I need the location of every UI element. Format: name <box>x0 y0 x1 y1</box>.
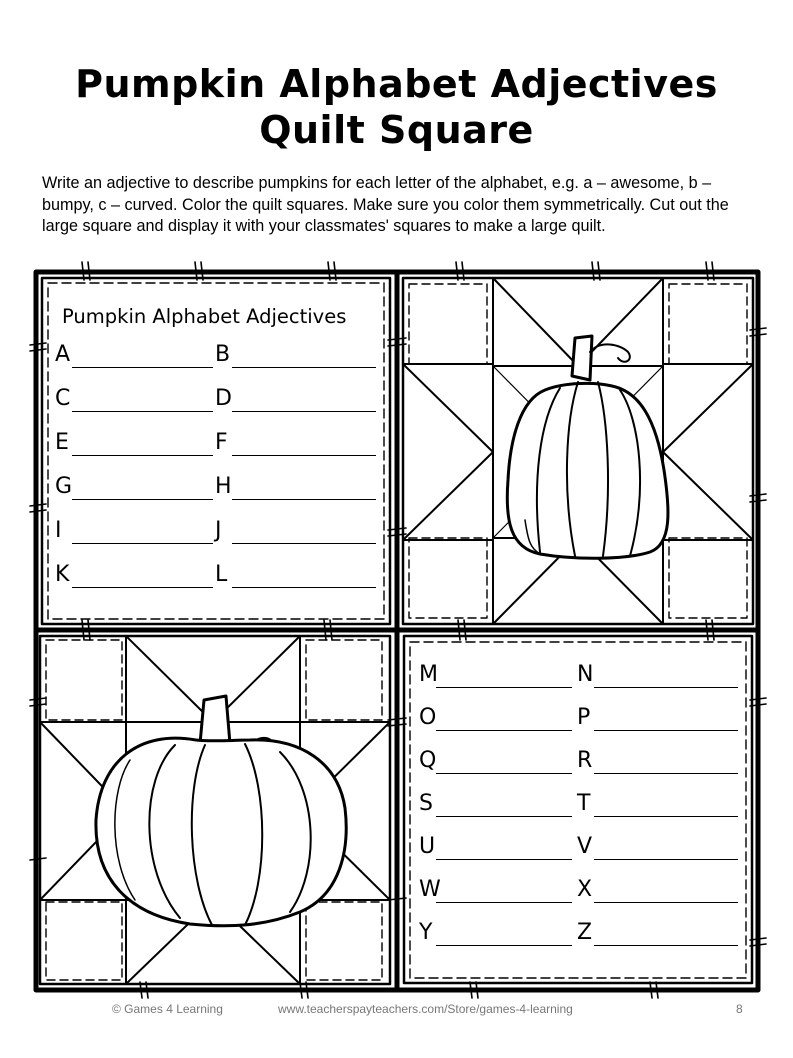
tall-pumpkin-illustration <box>507 336 668 558</box>
letter-label: K <box>55 562 70 587</box>
answer-line[interactable] <box>232 499 376 500</box>
letter-label: Y <box>419 920 433 945</box>
letter-label: O <box>419 705 437 730</box>
answer-line[interactable] <box>72 367 213 368</box>
answer-line[interactable] <box>594 687 738 688</box>
letter-blank-m[interactable] <box>419 664 572 692</box>
round-pumpkin-illustration <box>96 696 346 926</box>
letter-label: I <box>55 518 62 543</box>
letter-label: Z <box>577 920 593 945</box>
letter-blank-j[interactable] <box>215 520 376 548</box>
answer-line[interactable] <box>232 587 376 588</box>
letter-label: H <box>215 474 232 499</box>
answer-line[interactable] <box>232 455 376 456</box>
footer-url: www.teacherspayteachers.com/Store/games-4-learning <box>278 1002 573 1016</box>
answer-line[interactable] <box>72 543 213 544</box>
letter-blank-u[interactable] <box>419 836 572 864</box>
footer-page-number: 8 <box>736 1002 743 1016</box>
letter-blank-i[interactable] <box>55 520 213 548</box>
letter-label: L <box>215 562 228 587</box>
letter-label: M <box>419 662 438 687</box>
footer-copyright: © Games 4 Learning <box>112 1002 223 1016</box>
answer-line[interactable] <box>594 945 738 946</box>
letter-blank-t[interactable] <box>577 793 738 821</box>
letter-label: G <box>55 474 73 499</box>
letter-blank-e[interactable] <box>55 432 213 460</box>
answer-line[interactable] <box>594 859 738 860</box>
answer-line[interactable] <box>436 687 572 688</box>
letter-blank-w[interactable] <box>419 879 572 907</box>
letter-blank-d[interactable] <box>215 388 376 416</box>
answer-line[interactable] <box>72 499 213 500</box>
answer-line[interactable] <box>232 543 376 544</box>
letter-blank-n[interactable] <box>577 664 738 692</box>
worksheet-heading: Pumpkin Alphabet Adjectives <box>62 305 347 328</box>
letter-label: N <box>577 662 594 687</box>
letter-blank-l[interactable] <box>215 564 376 592</box>
letter-label: D <box>215 386 232 411</box>
letter-blank-s[interactable] <box>419 793 572 821</box>
letter-label: S <box>419 791 433 816</box>
letter-blank-y[interactable] <box>419 922 572 950</box>
answer-line[interactable] <box>594 816 738 817</box>
letter-blank-q[interactable] <box>419 750 572 778</box>
answer-line[interactable] <box>72 411 213 412</box>
letter-blank-v[interactable] <box>577 836 738 864</box>
letter-blank-f[interactable] <box>215 432 376 460</box>
letter-label: P <box>577 705 591 730</box>
letter-label: T <box>577 791 591 816</box>
letter-blank-a[interactable] <box>55 344 213 372</box>
letter-blank-k[interactable] <box>55 564 213 592</box>
answer-line[interactable] <box>232 411 376 412</box>
page-title: Pumpkin Alphabet Adjectives <box>75 62 718 106</box>
answer-line[interactable] <box>436 945 572 946</box>
letter-label: W <box>419 877 441 902</box>
letter-blank-h[interactable] <box>215 476 376 504</box>
answer-line[interactable] <box>72 455 213 456</box>
answer-line[interactable] <box>436 859 572 860</box>
answer-line[interactable] <box>436 773 572 774</box>
letter-label: A <box>55 342 71 367</box>
answer-line[interactable] <box>436 816 572 817</box>
letter-blank-r[interactable] <box>577 750 738 778</box>
letter-blank-b[interactable] <box>215 344 376 372</box>
letter-label: Q <box>419 748 437 773</box>
letter-label: B <box>215 342 231 367</box>
letter-blank-x[interactable] <box>577 879 738 907</box>
answer-line[interactable] <box>232 367 376 368</box>
instructions-text: Write an adjective to describe pumpkins for each letter of the alphabet, e.g. a – awesome, b – bumpy, c – curved. Color the quilt squares. Make sure you color them symmetrically. Cut out the large square and display it with your classmates' squares to make a large quilt. <box>42 174 729 235</box>
answer-line[interactable] <box>436 730 572 731</box>
letter-label: V <box>577 834 593 859</box>
letter-blank-o[interactable] <box>419 707 572 735</box>
answer-line[interactable] <box>594 902 738 903</box>
letter-label: U <box>419 834 436 859</box>
letter-label: E <box>55 430 69 455</box>
page-subtitle: Quilt Square <box>259 108 534 152</box>
letter-label: F <box>215 430 228 455</box>
letter-blank-c[interactable] <box>55 388 213 416</box>
answer-line[interactable] <box>436 902 572 903</box>
letter-label: X <box>577 877 593 902</box>
letter-label: R <box>577 748 593 773</box>
letter-label: C <box>55 386 71 411</box>
letter-label: J <box>215 518 222 543</box>
letter-blank-z[interactable] <box>577 922 738 950</box>
answer-line[interactable] <box>594 773 738 774</box>
letter-blank-p[interactable] <box>577 707 738 735</box>
answer-line[interactable] <box>72 587 213 588</box>
answer-line[interactable] <box>594 730 738 731</box>
letter-blank-g[interactable] <box>55 476 213 504</box>
